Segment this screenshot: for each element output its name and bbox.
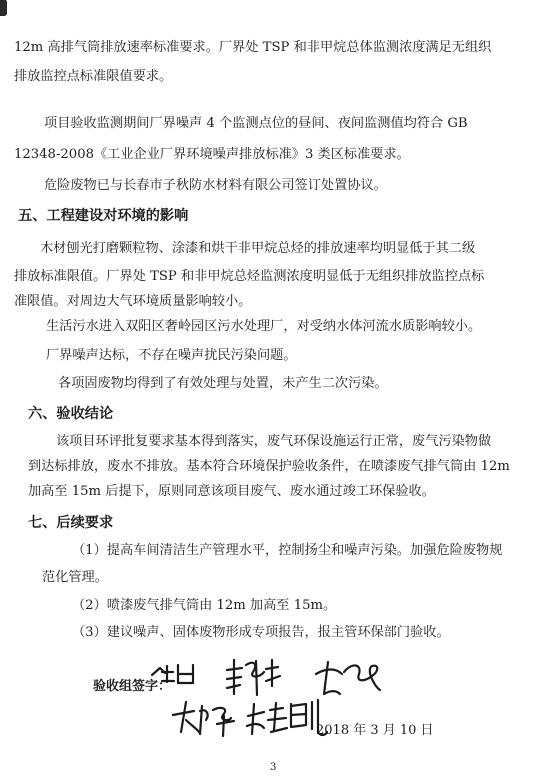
body-line: 生活污水进入双阳区奢岭园区污水处理厂，对受纳水体河流水质影响较小。 (46, 319, 482, 334)
body-line: 各项固废物均得到了有效处理与处置，未产生二次污染。 (58, 376, 388, 391)
body-line: 排放标准限值。厂界处 TSP 和非甲烷总烃监测浓度明显低于无组织排放监控点标 (14, 269, 485, 284)
body-line: （2）喷漆废气排气筒由 12m 加高至 15m。 (72, 598, 337, 613)
body-line: 加高至 15m 后提下，原则同意该项目废气、废水通过竣工环保验收。 (28, 484, 435, 499)
body-line: 范化管理。 (42, 570, 108, 585)
signature-4 (173, 702, 234, 736)
body-line: （3）建议噪声、固体废物形成专项报告，报主管环保部门验收。 (72, 625, 450, 640)
signature-label: 验收组签字： (93, 679, 172, 694)
section-heading-7: 七、后续要求 (28, 515, 114, 531)
signature-1 (152, 665, 193, 683)
body-line: 排放监控点标准限值要求。 (14, 69, 173, 84)
body-line: 木材刨光打磨颗粒物、涂漆和烘干非甲烷总烃的排放速率均明显低于其二级 (40, 241, 476, 256)
body-line: 12348-2008《工业企业厂界环境噪声排放标准》3 类区标准要求。 (14, 147, 410, 162)
body-line: 厂界噪声达标，不存在噪声扰民污染问题。 (46, 348, 297, 363)
body-line: 项目验收监测期间厂界噪声 4 个监测点位的昼间、夜间监测值均符合 GB (44, 116, 468, 131)
body-line: 准限值。对周边大气环境质量影响较小。 (14, 294, 252, 309)
body-line: 到达标排放，废水不排放。基本符合环境保护验收条件，在喷漆废气排气筒由 12m (28, 459, 510, 474)
body-line: 危险废物已与长春市子秋防水材料有限公司签订处置协议。 (44, 178, 387, 193)
document-date: 2018 年 3 月 10 日 (316, 723, 434, 738)
binding-mark (0, 0, 7, 16)
signature-5 (247, 700, 327, 735)
signature-2 (227, 660, 280, 695)
body-line: （1）提高车间清洁生产管理水平，控制扬尘和噪声污染。加强危险废物规 (72, 543, 503, 558)
page-number: 3 (270, 762, 277, 773)
signature-3 (316, 662, 380, 694)
body-line: 该项目环评批复要求基本得到落实，废气环保设施运行正常，废气污染物做 (56, 434, 492, 449)
section-heading-5: 五、工程建设对环境的影响 (18, 208, 189, 224)
body-line: 12m 高排气筒排放速率标准要求。厂界处 TSP 和非甲烷总体监测浓度满足无组织 (14, 40, 492, 55)
section-heading-6: 六、验收结论 (28, 406, 114, 422)
